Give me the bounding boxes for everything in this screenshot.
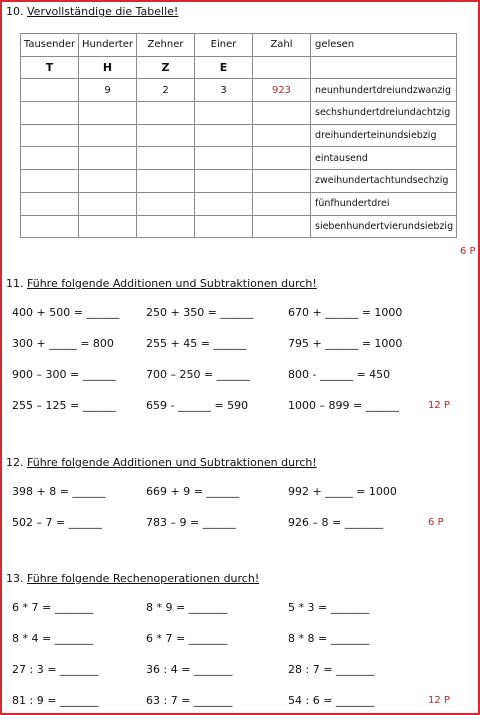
cell-hundreds[interactable] [79,170,137,193]
cell-number[interactable] [253,102,311,125]
exercise[interactable]: 54 : 6 = _______ [288,694,375,707]
place-value-table [20,33,457,238]
section-12-title: Führe folgende Additionen und Subtraktionen durch! [27,456,317,469]
cell-number[interactable] [253,170,311,193]
cell-hundreds[interactable] [79,192,137,215]
exercise[interactable]: 6 * 7 = _______ [12,601,94,614]
cell-hundreds[interactable] [79,102,137,125]
section-10-heading [6,5,178,18]
cell-words: sechshundertdreiundachtzig [311,102,457,125]
cell-tens[interactable] [137,170,195,193]
exercise[interactable]: 8 * 9 = _______ [146,601,228,614]
exercise-row [2,485,478,501]
table-letter-row [21,56,457,79]
header-cell: gelesen [311,34,457,57]
exercise[interactable]: 81 : 9 = _______ [12,694,99,707]
cell-thousands[interactable] [21,79,79,102]
exercise-row [2,368,478,384]
section-12-heading [6,456,317,469]
exercise-row [2,306,478,322]
exercise[interactable]: 670 + ______ = 1000 [288,306,403,319]
cell-hundreds[interactable] [79,124,137,147]
header-cell: Zahl [253,34,311,57]
cell-words: dreihunderteinundsiebzig [311,124,457,147]
section-13-title: Führe folgende Rechenoperationen durch! [27,572,260,585]
exercise[interactable]: 783 – 9 = ______ [146,516,236,529]
exercise[interactable]: 255 – 125 = ______ [12,399,116,412]
cell-hundreds[interactable]: 9 [79,79,137,102]
header-cell: Einer [195,34,253,57]
cell-tens[interactable] [137,102,195,125]
letter-cell: H [79,56,137,79]
exercise[interactable]: 36 : 4 = _______ [146,663,233,676]
cell-words: fünfhundertdrei [311,192,457,215]
exercise[interactable]: 502 – 7 = ______ [12,516,102,529]
table-row [21,215,457,238]
header-cell: Tausender [21,34,79,57]
cell-number[interactable] [253,147,311,170]
exercise[interactable]: 27 : 3 = _______ [12,663,99,676]
cell-ones[interactable] [195,192,253,215]
table-row [21,102,457,125]
cell-hundreds[interactable] [79,215,137,238]
header-cell: Zehner [137,34,195,57]
exercise[interactable]: 992 + _____ = 1000 [288,485,397,498]
exercise[interactable]: 5 * 3 = _______ [288,601,370,614]
cell-ones[interactable] [195,170,253,193]
section-11-title: Führe folgende Additionen und Subtraktionen durch! [27,277,317,290]
table-row [21,170,457,193]
section-13-heading [6,572,259,585]
letter-cell[interactable] [311,56,457,79]
cell-number[interactable] [253,192,311,215]
cell-thousands[interactable] [21,215,79,238]
cell-ones[interactable] [195,102,253,125]
exercise-row [2,663,478,679]
cell-thousands[interactable] [21,124,79,147]
section-10-number: 10. [6,5,24,18]
exercise[interactable]: 63 : 7 = _______ [146,694,233,707]
exercise[interactable]: 900 – 300 = ______ [12,368,116,381]
cell-words: eintausend [311,147,457,170]
exercise[interactable]: 926 – 8 = _______ [288,516,384,529]
exercise[interactable]: 8 * 8 = _______ [288,632,370,645]
table-row [21,124,457,147]
exercise[interactable]: 800 - ______ = 450 [288,368,391,381]
section-11-heading [6,277,317,290]
exercise[interactable]: 6 * 7 = _______ [146,632,228,645]
cell-tens[interactable] [137,124,195,147]
cell-number[interactable] [253,215,311,238]
section-12-points: 6 P [428,517,444,528]
cell-thousands[interactable] [21,170,79,193]
cell-tens[interactable] [137,192,195,215]
cell-tens[interactable] [137,215,195,238]
cell-ones[interactable] [195,124,253,147]
exercise-row [2,399,478,415]
cell-number[interactable]: 923 [253,79,311,102]
table-header-row [21,34,457,57]
cell-hundreds[interactable] [79,147,137,170]
exercise[interactable]: 300 + _____ = 800 [12,337,114,350]
exercise[interactable]: 400 + 500 = ______ [12,306,120,319]
letter-cell[interactable] [253,56,311,79]
exercise[interactable]: 398 + 8 = ______ [12,485,106,498]
cell-tens[interactable]: 2 [137,79,195,102]
section-12-number: 12. [6,456,24,469]
exercise-row [2,632,478,648]
section-10-points: 6 P [460,246,476,257]
cell-words: neunhundertdreiundzwanzig [311,79,457,102]
exercise[interactable]: 8 * 4 = _______ [12,632,94,645]
section-13-number: 13. [6,572,24,585]
exercise[interactable]: 255 + 45 = ______ [146,337,247,350]
section-11-number: 11. [6,277,24,290]
exercise[interactable]: 1000 – 899 = ______ [288,399,399,412]
exercise[interactable]: 659 - ______ = 590 [146,399,249,412]
exercise[interactable]: 250 + 350 = ______ [146,306,254,319]
header-cell: Hunderter [79,34,137,57]
section-11-points: 12 P [428,400,450,411]
cell-tens[interactable] [137,147,195,170]
exercise-row [2,694,478,710]
table-row [21,79,457,102]
exercise[interactable]: 28 : 7 = _______ [288,663,375,676]
exercise[interactable]: 669 + 9 = ______ [146,485,240,498]
exercise-row [2,337,478,353]
cell-ones[interactable] [195,215,253,238]
exercise[interactable]: 700 – 250 = ______ [146,368,250,381]
cell-thousands[interactable] [21,102,79,125]
letter-cell: Z [137,56,195,79]
exercise[interactable]: 795 + ______ = 1000 [288,337,403,350]
table-row [21,192,457,215]
exercise-row [2,516,478,532]
table-row [21,147,457,170]
cell-ones[interactable] [195,147,253,170]
letter-cell: T [21,56,79,79]
section-13-points: 12 P [428,695,450,706]
cell-words: siebenhundertvierundsiebzig [311,215,457,238]
cell-thousands[interactable] [21,192,79,215]
cell-number[interactable] [253,124,311,147]
letter-cell: E [195,56,253,79]
cell-thousands[interactable] [21,147,79,170]
cell-words: zweihundertachtundsechzig [311,170,457,193]
exercise-row [2,601,478,617]
cell-ones[interactable]: 3 [195,79,253,102]
section-10-title: Vervollständige die Tabelle! [27,5,179,18]
